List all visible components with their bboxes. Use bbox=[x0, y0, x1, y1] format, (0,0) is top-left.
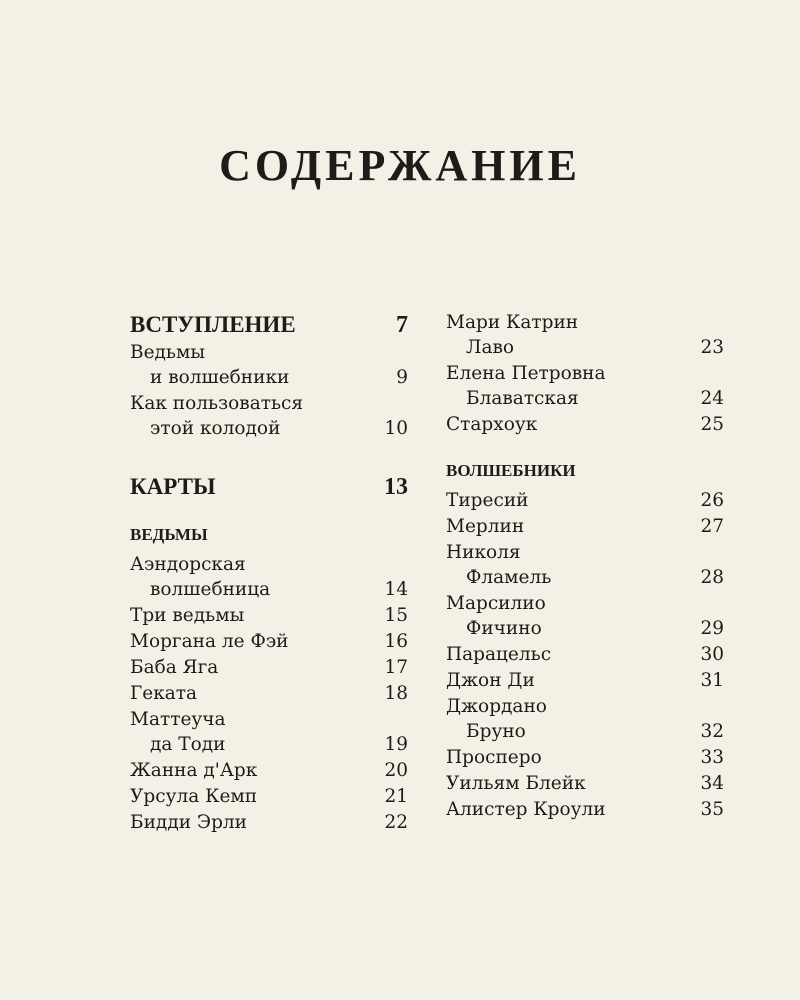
toc-left-column bbox=[130, 310, 408, 836]
toc-entry[interactable] bbox=[446, 514, 724, 539]
toc-entry[interactable] bbox=[130, 758, 408, 783]
entry-page-number: 26 bbox=[700, 490, 724, 511]
entry-title-line: Ведьмы bbox=[130, 342, 206, 363]
toc-entry[interactable] bbox=[446, 591, 724, 641]
entry-title-line: и волшебники bbox=[150, 367, 290, 388]
toc-entry[interactable] bbox=[130, 810, 408, 835]
entry-title-line: Мари Катрин bbox=[446, 312, 579, 333]
entry-title-line: этой колодой bbox=[150, 418, 281, 439]
entry-title-line: Джон Ди bbox=[446, 670, 535, 691]
toc-entry[interactable] bbox=[446, 694, 724, 744]
entry-page-number: 16 bbox=[384, 631, 408, 652]
entry-title-line: Просперо bbox=[446, 747, 542, 768]
page-title: СОДЕРЖАНИЕ bbox=[219, 141, 581, 190]
entry-title-line: Блаватская bbox=[466, 388, 579, 409]
entry-title-line: Геката bbox=[130, 683, 198, 704]
toc-entry[interactable] bbox=[446, 771, 724, 796]
entry-page-number: 18 bbox=[384, 683, 408, 704]
toc-entry[interactable] bbox=[130, 655, 408, 680]
entry-page-number: 14 bbox=[384, 579, 408, 600]
entry-page-number: 31 bbox=[700, 670, 724, 691]
entry-title-line: Николя bbox=[446, 542, 521, 563]
entry-page-number: 27 bbox=[700, 516, 724, 537]
entry-page-number: 33 bbox=[700, 747, 724, 768]
toc-entry[interactable] bbox=[130, 707, 408, 757]
toc-section-cards[interactable] bbox=[130, 472, 408, 502]
entry-title-line: Фичино bbox=[466, 618, 542, 639]
toc-entry[interactable] bbox=[130, 552, 408, 602]
entry-title-line: Фламель bbox=[466, 567, 552, 588]
entry-page-number: 19 bbox=[384, 734, 408, 755]
entry-page-number: 29 bbox=[700, 618, 724, 639]
toc-entry[interactable] bbox=[130, 603, 408, 628]
toc-section-intro[interactable] bbox=[130, 310, 408, 340]
toc-entry[interactable] bbox=[130, 681, 408, 706]
section-label: КАРТЫ bbox=[130, 474, 216, 499]
toc-entry[interactable] bbox=[130, 629, 408, 654]
entry-page-number: 20 bbox=[384, 760, 408, 781]
entry-title-line: да Тоди bbox=[150, 734, 226, 755]
entry-title-line: Алистер Кроули bbox=[446, 799, 606, 820]
entry-title-line: Маттеуча bbox=[130, 709, 226, 730]
entry-page-number: 30 bbox=[700, 644, 724, 665]
section-page-number: 13 bbox=[384, 474, 408, 500]
entry-page-number: 35 bbox=[700, 799, 724, 820]
entry-page-number: 10 bbox=[384, 418, 408, 439]
entry-title-line: Как пользоваться bbox=[130, 393, 304, 414]
toc-right-column bbox=[446, 310, 724, 823]
toc-entry[interactable] bbox=[446, 488, 724, 513]
entry-title-line: волшебница bbox=[150, 579, 271, 600]
toc-entry-how-to-use[interactable] bbox=[130, 391, 408, 441]
entry-page-number: 24 bbox=[700, 388, 724, 409]
entry-title-line: Джордано bbox=[446, 696, 547, 717]
entry-title-line: Баба Яга bbox=[130, 657, 219, 678]
entry-title-line: Уильям Блейк bbox=[446, 773, 586, 794]
entry-title-line: Мерлин bbox=[446, 516, 525, 537]
toc-entry[interactable] bbox=[446, 361, 724, 411]
entry-title-line: Парацельс bbox=[446, 644, 552, 665]
entry-page-number: 23 bbox=[700, 337, 724, 358]
entry-title-line: Моргана ле Фэй bbox=[130, 631, 289, 652]
entry-page-number: 21 bbox=[384, 786, 408, 807]
entry-title-line: Аэндорская bbox=[130, 554, 246, 575]
entry-title-line: Бруно bbox=[466, 721, 526, 742]
entry-title-line: Стархоук bbox=[446, 414, 538, 435]
entry-title-line: Бидди Эрли bbox=[130, 812, 247, 833]
toc-entry[interactable] bbox=[446, 668, 724, 693]
entry-title-line: Елена Петровна bbox=[446, 363, 606, 384]
entry-title-line: Марсилио bbox=[446, 593, 546, 614]
toc-entry[interactable] bbox=[446, 797, 724, 822]
entry-page-number: 34 bbox=[700, 773, 724, 794]
entry-page-number: 9 bbox=[396, 367, 408, 388]
entry-page-number: 25 bbox=[700, 414, 724, 435]
toc-subsection-wizards: ВОЛШЕБНИКИ bbox=[446, 461, 576, 480]
toc-entry[interactable] bbox=[130, 784, 408, 809]
entry-title-line: Жанна д'Арк bbox=[130, 760, 258, 781]
toc-entry[interactable] bbox=[446, 642, 724, 667]
toc-entry[interactable] bbox=[446, 412, 724, 437]
entry-page-number: 28 bbox=[700, 567, 724, 588]
toc-subsection-witches: ВЕДЬМЫ bbox=[130, 525, 208, 544]
toc-entry-witches-and-wizards[interactable] bbox=[130, 340, 408, 390]
entry-page-number: 32 bbox=[700, 721, 724, 742]
entry-page-number: 15 bbox=[384, 605, 408, 626]
entry-title-line: Лаво bbox=[466, 337, 515, 358]
entry-page-number: 22 bbox=[384, 812, 408, 833]
toc-entry[interactable] bbox=[446, 540, 724, 590]
section-page-number: 7 bbox=[396, 312, 408, 338]
entry-page-number: 17 bbox=[384, 657, 408, 678]
entry-title-line: Тиресий bbox=[446, 490, 529, 511]
toc-entry[interactable] bbox=[446, 745, 724, 770]
entry-title-line: Урсула Кемп bbox=[130, 786, 258, 807]
toc-entry[interactable] bbox=[446, 310, 724, 360]
section-label: ВСТУПЛЕНИЕ bbox=[130, 312, 296, 337]
entry-title-line: Три ведьмы bbox=[130, 605, 245, 626]
